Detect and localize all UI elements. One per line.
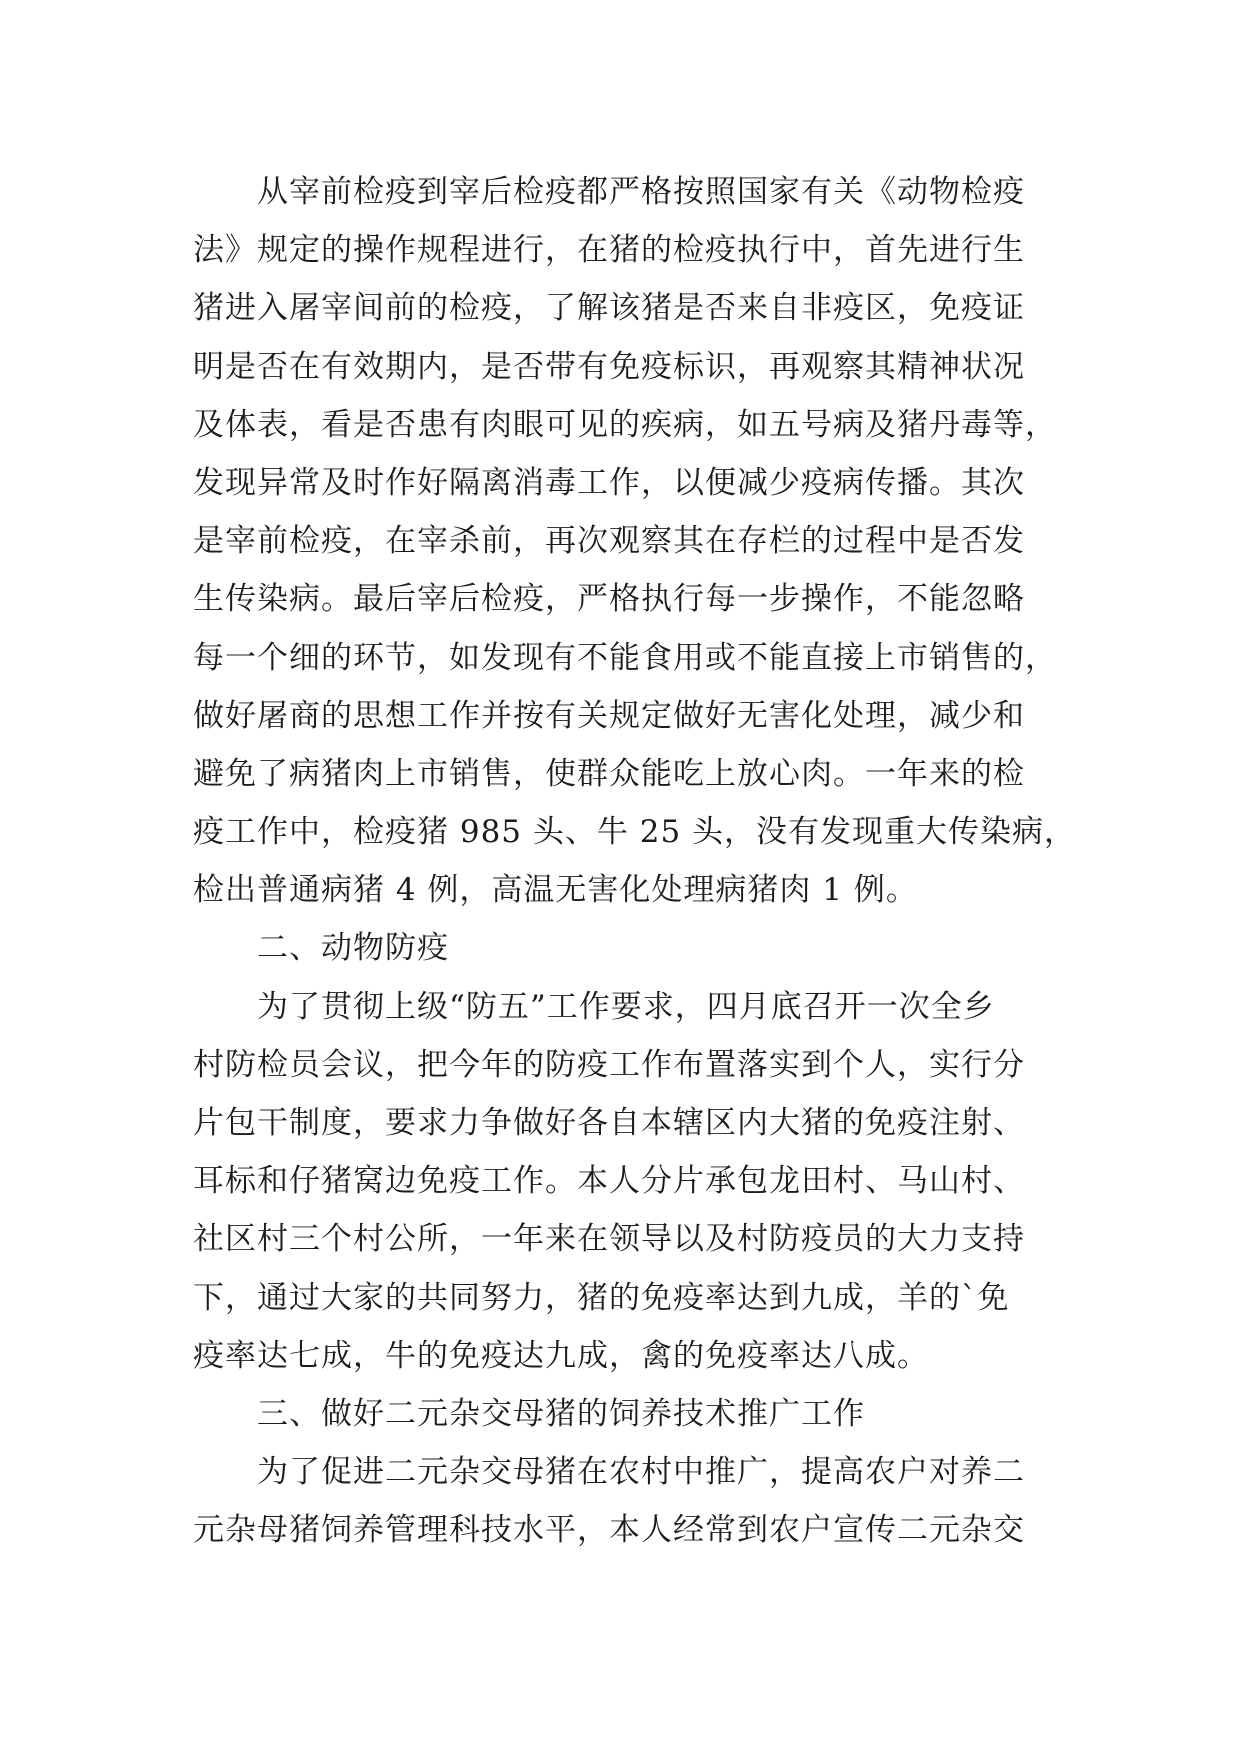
text-line: 猪进入屠宰间前的检疫，了解该猪是否来自非疫区，免疫证 [193,290,1025,327]
text-line: 做好屠商的思想工作并按有关规定做好无害化处理，减少和 [193,697,1025,734]
text-line: 及体表，看是否患有肉眼可见的疾病，如五号病及猪丹毒等， [193,406,1057,443]
text-line: 明是否在有效期内，是否带有免疫标识，再观察其精神状况 [193,348,1025,385]
document-body [193,163,1077,1560]
text-line: 生传染病。最后宰后检疫，严格执行每一步操作，不能忽略 [193,581,1025,618]
text-line: 避免了病猪肉上市销售，使群众能吃上放心肉。一年来的检 [193,755,1025,792]
text-line: 村防检员会议，把今年的防疫工作布置落实到个人，实行分 [193,1046,1025,1083]
text-line: 二、动物防疫 [257,930,449,967]
text-line: 社区村三个村公所，一年来在领导以及村防疫员的大力支持 [193,1221,1025,1258]
text-line: 检出普通病猪 4 例，高温无害化处理病猪肉 1 例。 [193,872,918,909]
text-line: 每一个细的环节，如发现有不能食用或不能直接上市销售的， [193,639,1057,676]
text-line: 是宰前检疫，在宰杀前，再次观察其在存栏的过程中是否发 [193,523,1025,560]
text-line: 三、做好二元杂交母猪的饲养技术推广工作 [257,1395,865,1432]
text-line: 为了促进二元杂交母猪在农村中推广，提高农户对养二 [257,1454,1025,1491]
text-line: 耳标和仔猪窝边免疫工作。本人分片承包龙田村、马山村、 [193,1163,1025,1200]
text-line: 元杂母猪饲养管理科技水平，本人经常到农户宣传二元杂交 [193,1512,1025,1549]
text-line: 为了贯彻上级“防五”工作要求，四月底召开一次全乡 [257,988,995,1025]
text-line: 疫率达七成，牛的免疫达九成，禽的免疫率达八成。 [193,1337,929,1374]
text-line: 疫工作中，检疫猪 985 头、牛 25 头，没有发现重大传染病， [193,814,1077,851]
text-line: 法》规定的操作规程进行，在猪的检疫执行中，首先进行生 [193,232,1025,269]
text-line: 从宰前检疫到宰后检疫都严格按照国家有关《动物检疫 [257,174,1025,210]
text-line: 片包干制度，要求力争做好各自本辖区内大猪的免疫注射、 [193,1105,1025,1141]
text-line: 发现异常及时作好隔离消毒工作，以便减少疫病传播。其次 [193,464,1025,501]
text-line: 下，通过大家的共同努力，猪的免疫率达到九成，羊的`免 [193,1279,1010,1316]
